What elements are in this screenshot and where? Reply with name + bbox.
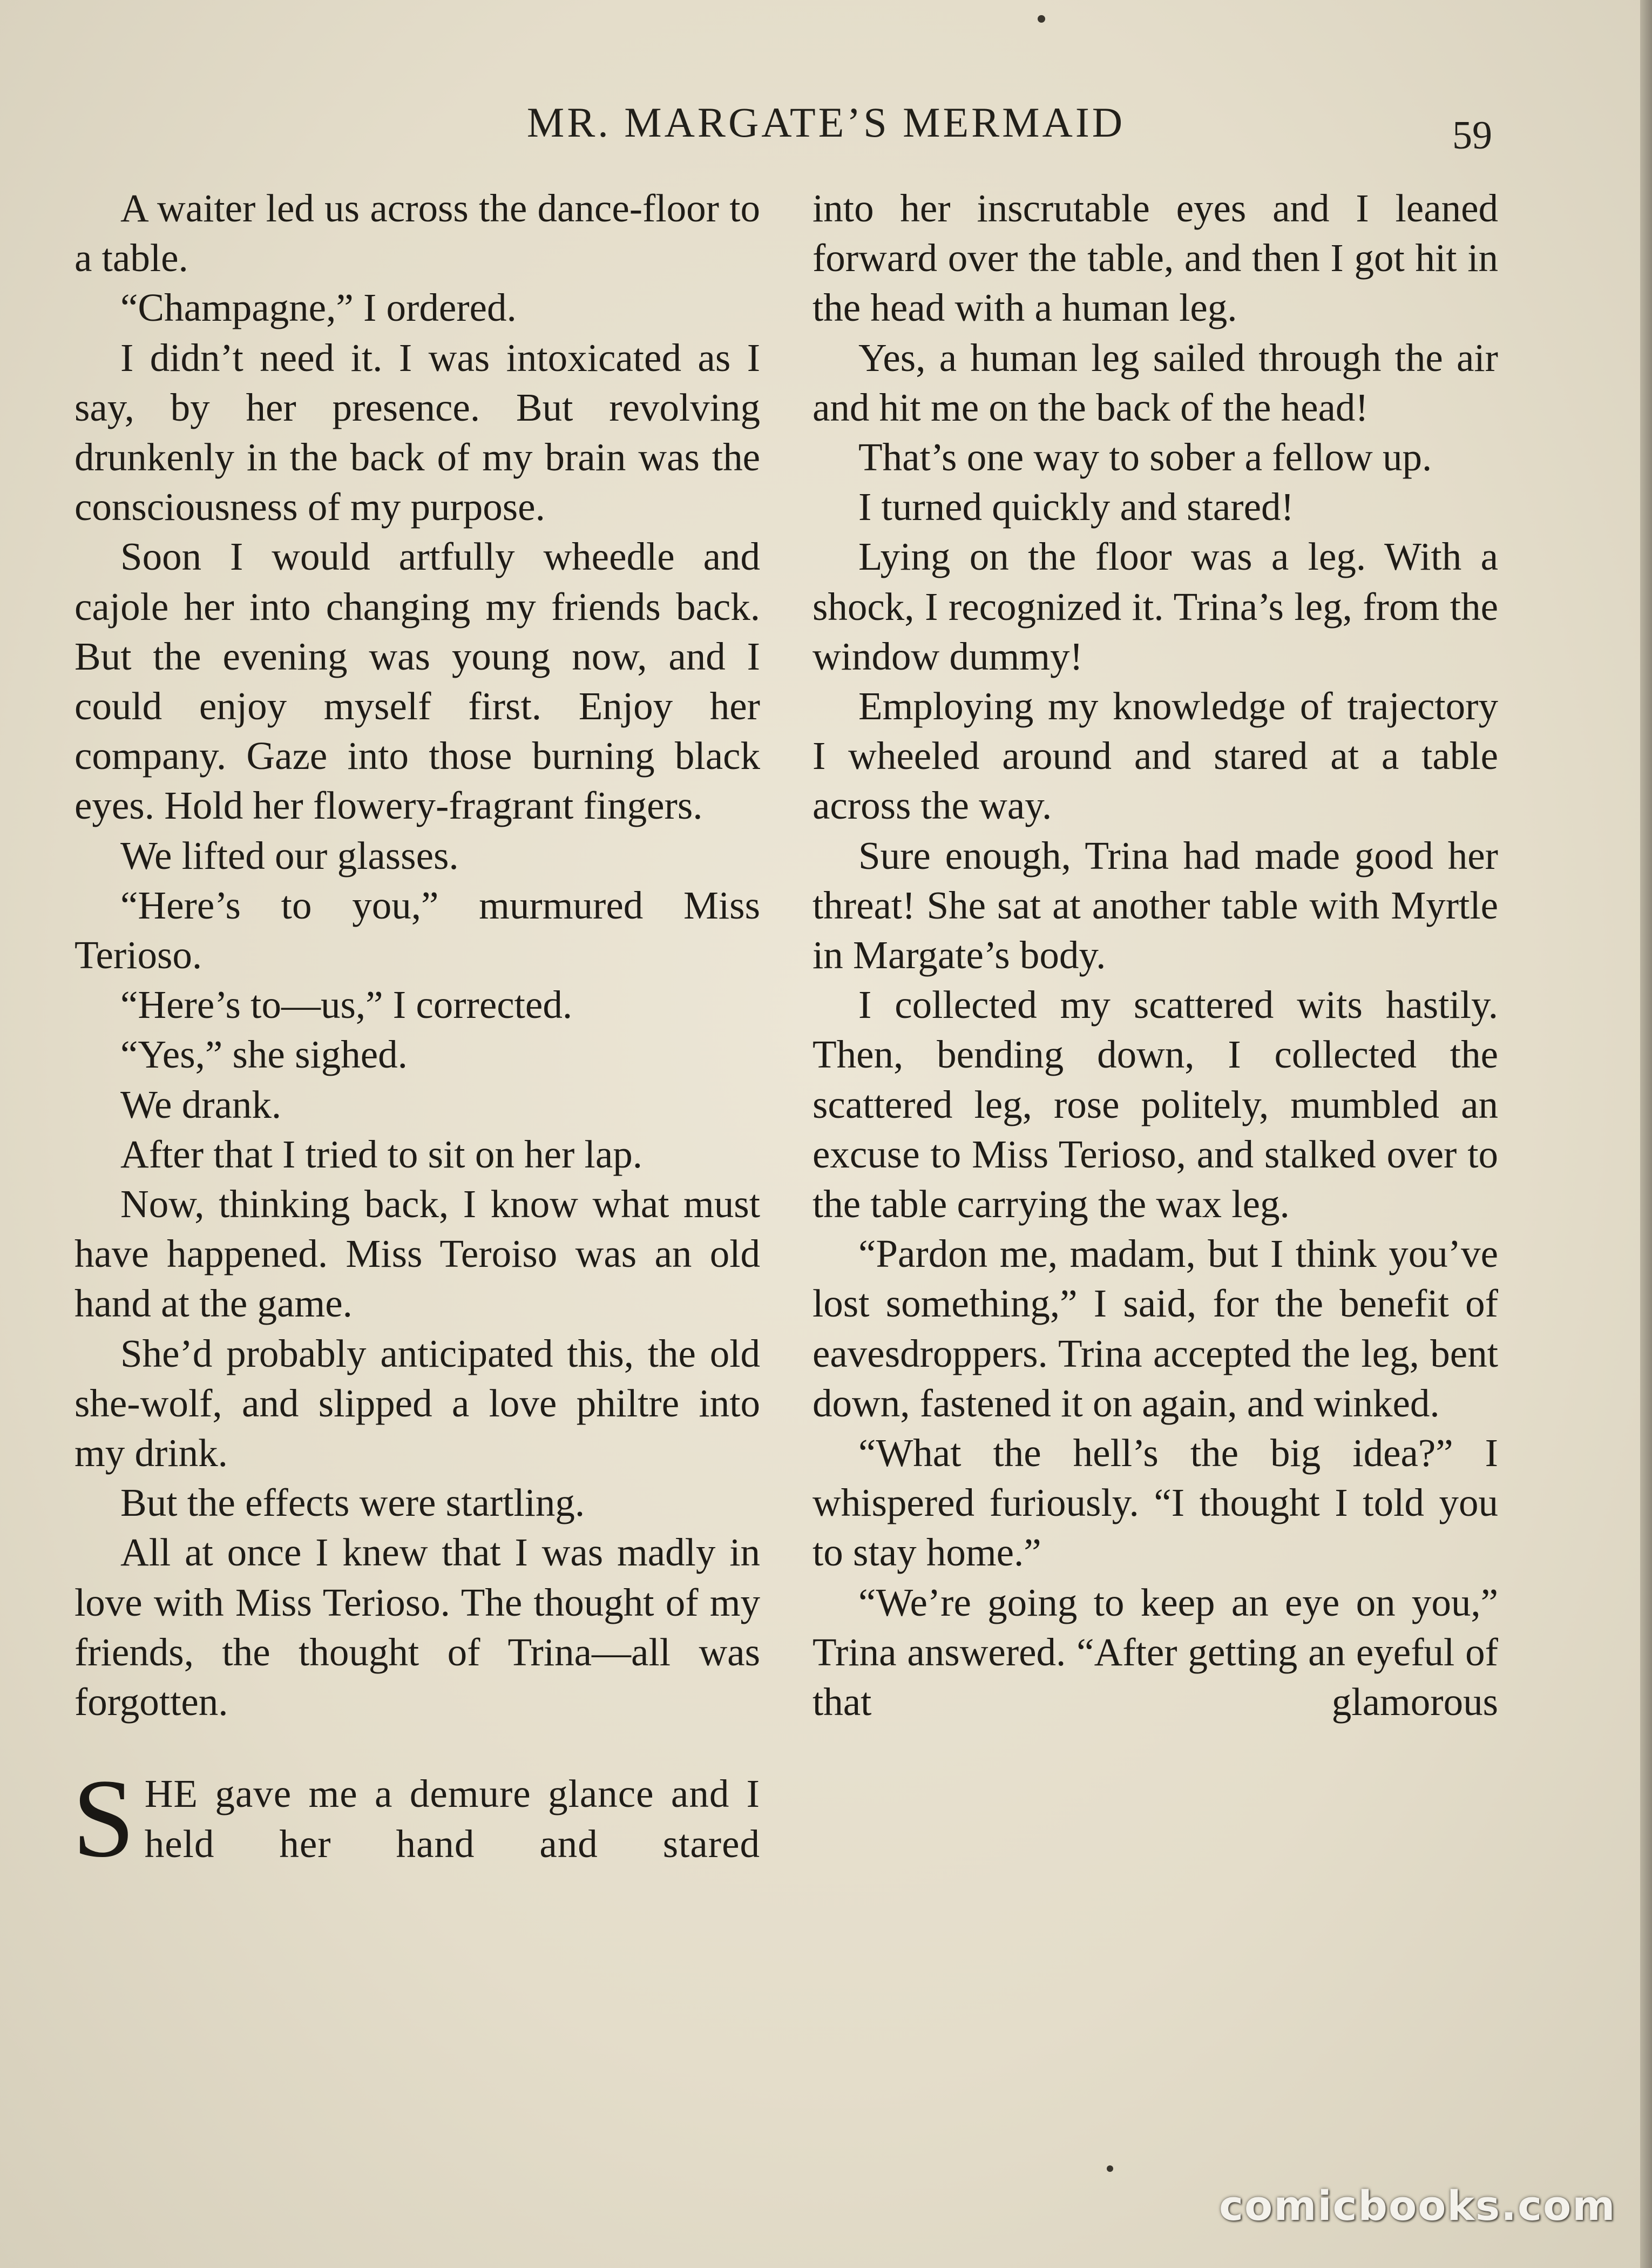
paragraph: That’s one way to sober a fellow up. <box>858 435 1432 480</box>
paragraph: into her inscrutable eyes and I leaned forward over the table, and then I got hit in the head with a human leg. <box>813 186 1498 330</box>
running-header-title: MR. MARGATE’S MERMAID <box>526 99 1126 146</box>
paragraph: She’d probably anticipated this, the old she-wolf, and slipped a love philtre into my drink. <box>75 1331 760 1475</box>
page-number: 59 <box>1452 113 1492 158</box>
paragraph: A waiter led us across the dance-floor to a table. <box>75 186 760 280</box>
paragraph: “Here’s to you,” murmured Miss Terioso. <box>75 883 760 977</box>
paragraph: Lying on the floor was a leg. With a shock, I recognized it. Trina’s leg, from the window dummy! <box>813 535 1498 678</box>
paragraph: I turned quickly and stared! <box>858 485 1294 529</box>
paragraph: Yes, a human leg sailed through the air and hit me on the back of the head! <box>813 335 1498 429</box>
paragraph: I collected my scattered wits hastily. Then, bending down, I collected the scattered leg, rose politely, mumbled an excuse to Miss Terioso, and stalked over to the table carrying the wax leg. <box>813 983 1498 1226</box>
paragraph: “We’re going to keep an eye on you,” Trina answered. “After getting an eyeful of that glamorous <box>813 1580 1498 1724</box>
drop-cap-letter: S <box>72 1756 135 1881</box>
paragraph: “Yes,” she sighed. <box>120 1032 408 1077</box>
paragraph: We drank. <box>120 1082 282 1126</box>
paragraph: All at once I knew that I was madly in love with Miss Terioso. The thought of my friends, the thought of Trina—all was forgotten. <box>75 1530 760 1724</box>
paragraph: But the effects were startling. <box>120 1481 585 1525</box>
print-speck <box>1107 2165 1113 2172</box>
print-speck <box>1038 15 1045 23</box>
watermark-logo: comicbooks.com <box>1219 2182 1616 2230</box>
paragraph: After that I tried to sit on her lap. <box>120 1132 642 1176</box>
paragraph: Soon I would artfully wheedle and cajole her into changing my friends back. But the evening was young now, and I could enjoy myself first. Enjoy her company. Gaze into those burning black eyes. Hold her flowery-fragrant fingers. <box>75 535 760 828</box>
left-column <box>72 184 760 1881</box>
paragraph: I didn’t need it. I was intoxicated as I say, by her presence. But revolving drunkenly in the back of my brain was the consciousness of my purpose. <box>75 335 760 529</box>
paragraph: “Here’s to—us,” I corrected. <box>120 983 573 1027</box>
paragraph: “What the hell’s the big idea?” I whispered furiously. “I thought I told you to stay home.” <box>813 1431 1498 1575</box>
paragraph: Now, thinking back, I know what must have happened. Miss Teroiso was an old hand at the game. <box>75 1182 760 1326</box>
right-column <box>813 184 1498 1727</box>
paragraph: “Pardon me, madam, but I think you’ve lost something,” I said, for the benefit of eavesdroppers. Trina accepted the leg, bent down, fastened it on again, and winked. <box>813 1232 1498 1425</box>
drop-cap-paragraph <box>72 1756 760 1881</box>
drop-cap-text: HE gave me a demure glance and I held her hand and stared <box>144 1772 760 1866</box>
page-edge-shadow <box>1640 0 1652 2268</box>
paragraph: “Champagne,” I ordered. <box>120 286 517 330</box>
paragraph: Employing my knowledge of trajectory I wheeled around and stared at a table across the way. <box>813 684 1498 828</box>
paragraph: Sure enough, Trina had made good her threat! She sat at another table with Myrtle in Margate’s body. <box>813 833 1498 977</box>
paragraph: We lifted our glasses. <box>120 833 459 878</box>
